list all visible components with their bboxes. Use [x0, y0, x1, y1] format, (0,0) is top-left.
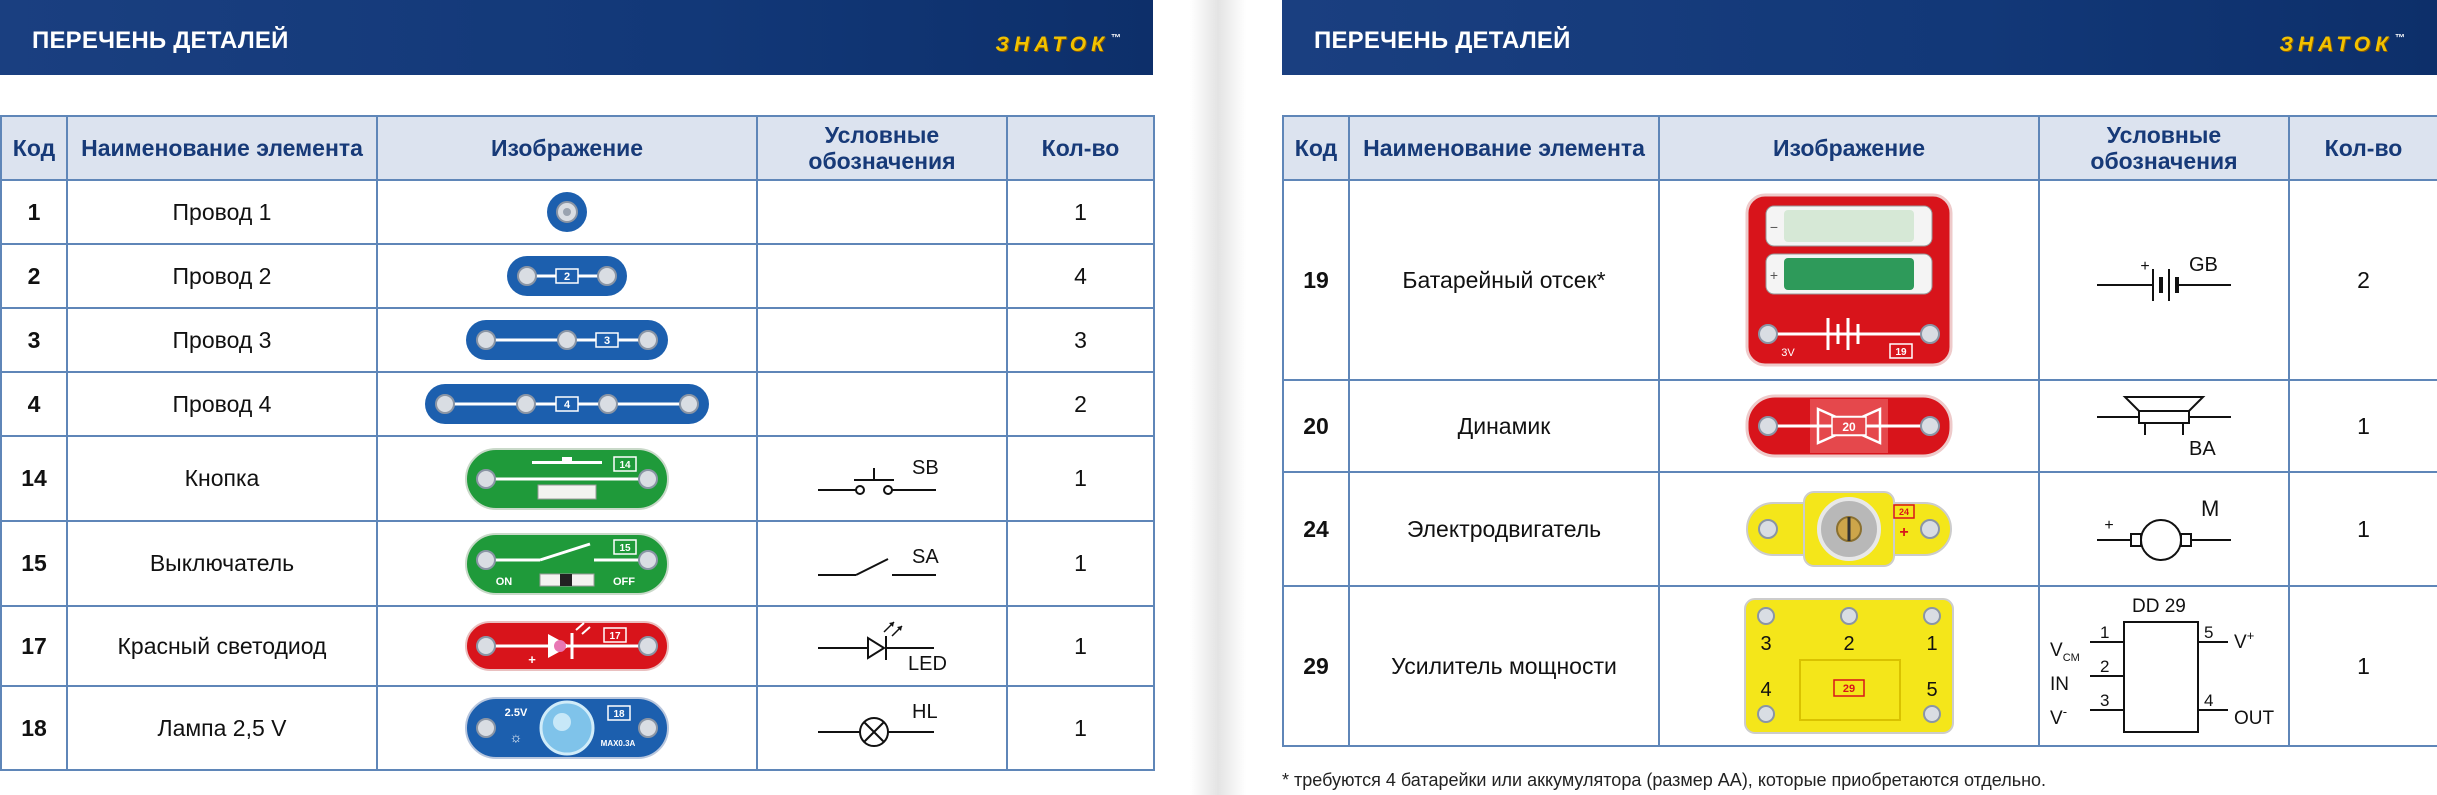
row-code: 17 — [1, 606, 67, 686]
row-image — [1659, 380, 2039, 472]
wire-3-label: 3 — [603, 335, 611, 347]
table-row — [1, 521, 1154, 606]
row-qty: 1 — [1007, 521, 1154, 606]
row-qty: 1 — [1007, 180, 1154, 244]
brand-logo-text: ЗНАТОК — [2279, 33, 2393, 56]
col-header-code: Код — [1283, 116, 1349, 180]
table-header-row — [1, 116, 1154, 180]
row-symbol — [2039, 472, 2289, 586]
right-page — [1246, 0, 2437, 795]
col-header-qty: Кол-во — [2289, 116, 2437, 180]
push-button-symbol-icon — [812, 454, 952, 504]
row-code: 29 — [1283, 586, 1349, 746]
row-symbol — [2039, 586, 2289, 746]
button-piece-label: 14 — [619, 459, 631, 471]
switch-piece-icon — [464, 532, 670, 596]
speaker-piece-label: 20 — [1842, 420, 1856, 434]
right-header-bar — [1282, 0, 2437, 75]
brand-logo — [996, 33, 1122, 57]
battery-piece-label: 19 — [1895, 347, 1907, 358]
speaker-piece-icon — [1744, 393, 1954, 459]
row-qty: 1 — [2289, 472, 2437, 586]
table-row — [1, 686, 1154, 770]
left-header-bar — [0, 0, 1153, 75]
row-name: Электродвигатель — [1349, 472, 1659, 586]
row-image — [377, 606, 757, 686]
row-image — [1659, 586, 2039, 746]
row-symbol — [757, 436, 1007, 521]
row-qty: 1 — [2289, 586, 2437, 746]
row-qty: 1 — [1007, 606, 1154, 686]
col-header-image: Изображение — [377, 116, 757, 180]
battery-holder-piece-icon — [1744, 192, 1954, 368]
row-symbol — [2039, 380, 2289, 472]
battery-symbol-icon — [2089, 245, 2239, 315]
row-qty: 2 — [2289, 180, 2437, 380]
row-qty: 4 — [1007, 244, 1154, 308]
row-image — [1659, 180, 2039, 380]
row-qty: 1 — [2289, 380, 2437, 472]
row-qty: 3 — [1007, 308, 1154, 372]
led-symbol-label: LED — [908, 653, 947, 674]
amp-symbol-vminus-letter: V — [2050, 708, 2063, 729]
table-row — [1283, 380, 2437, 472]
row-code: 19 — [1283, 180, 1349, 380]
row-name: Динамик — [1349, 380, 1659, 472]
row-image — [377, 521, 757, 606]
row-symbol — [757, 372, 1007, 436]
amp-symbol-vplus-letter: V — [2234, 632, 2247, 653]
row-image — [377, 244, 757, 308]
battery-symbol-label: GB — [2189, 254, 2218, 276]
amp-symbol-vminus — [2050, 704, 2067, 729]
battery-symbol-plus: + — [2140, 258, 2150, 275]
col-header-name: Наименование элемента — [1349, 116, 1659, 180]
wire-4-piece-icon — [423, 382, 711, 426]
switch-symbol-icon — [812, 539, 952, 589]
amp-symbol-pin1: 1 — [2100, 623, 2110, 642]
row-name: Кнопка — [67, 436, 377, 521]
amp-symbol-in: IN — [2050, 674, 2069, 695]
button-symbol-label: SB — [912, 456, 939, 479]
page-gutter — [1190, 0, 1246, 795]
row-code: 4 — [1, 372, 67, 436]
led-symbol-icon — [812, 618, 952, 674]
motor-symbol-icon — [2089, 492, 2239, 566]
row-name: Провод 3 — [67, 308, 377, 372]
col-header-symbol: Условные обозначения — [2039, 116, 2289, 180]
battery-voltage-label: 3V — [1781, 347, 1795, 359]
amp-symbol-vcm — [2050, 640, 2080, 664]
col-header-name: Наименование элемента — [67, 116, 377, 180]
row-name: Усилитель мощности — [1349, 586, 1659, 746]
trademark-mark: ™ — [1111, 33, 1121, 44]
row-symbol — [2039, 180, 2289, 380]
amp-symbol-pin2: 2 — [2100, 657, 2110, 676]
row-symbol — [757, 686, 1007, 770]
row-qty: 1 — [1007, 436, 1154, 521]
row-name: Провод 2 — [67, 244, 377, 308]
amp-symbol-vplus-sup: + — [2246, 628, 2255, 643]
row-qty: 2 — [1007, 372, 1154, 436]
left-page — [0, 0, 1190, 795]
table-row — [1, 372, 1154, 436]
col-header-symbol: Условные обозначения — [757, 116, 1007, 180]
push-button-piece-icon — [464, 447, 670, 511]
row-name: Батарейный отсек* — [1349, 180, 1659, 380]
wire-2-label: 2 — [563, 271, 571, 283]
brand-logo — [2280, 33, 2406, 57]
row-code: 1 — [1, 180, 67, 244]
parts-table-left — [0, 115, 1155, 771]
table-row — [1, 436, 1154, 521]
table-row — [1, 308, 1154, 372]
amp-symbol-title: DD 29 — [2132, 596, 2186, 617]
switch-symbol-label: SA — [912, 545, 939, 568]
motor-piece-label: 24 — [1898, 507, 1910, 517]
row-image — [377, 686, 757, 770]
lamp-symbol-icon — [812, 700, 952, 756]
page-title: ПЕРЕЧЕНЬ ДЕТАЛЕЙ — [32, 27, 289, 54]
wire-3-piece-icon — [464, 318, 670, 362]
row-name: Провод 1 — [67, 180, 377, 244]
amp-pin-3: 3 — [1760, 633, 1772, 655]
col-header-qty: Кол-во — [1007, 116, 1154, 180]
footnote: * требуются 4 батарейки или аккумулятора (размер АА), которые приобретаются отдельно. — [1282, 770, 2047, 790]
parts-table-right — [1282, 115, 2437, 747]
speaker-symbol-icon — [2089, 391, 2239, 461]
table-row — [1283, 472, 2437, 586]
amp-symbol-vminus-sup: - — [2062, 704, 2068, 719]
table-row — [1283, 586, 2437, 746]
row-image — [1659, 472, 2039, 586]
table-row — [1, 606, 1154, 686]
row-symbol — [757, 606, 1007, 686]
wire-1-piece-icon — [545, 190, 589, 234]
row-symbol — [757, 244, 1007, 308]
page-title: ПЕРЕЧЕНЬ ДЕТАЛЕЙ — [1314, 27, 1571, 54]
row-symbol — [757, 521, 1007, 606]
row-code: 20 — [1283, 380, 1349, 472]
amp-symbol-pin4: 4 — [2204, 691, 2214, 710]
lamp-sun-glyph: ☼ — [509, 729, 523, 745]
row-code: 14 — [1, 436, 67, 521]
amp-pin-1: 1 — [1926, 633, 1938, 655]
row-code: 18 — [1, 686, 67, 770]
table-header-row — [1283, 116, 2437, 180]
motor-piece-icon — [1744, 489, 1954, 569]
switch-off-label: OFF — [613, 575, 635, 588]
amp-symbol-pin5: 5 — [2204, 623, 2214, 642]
amp-symbol-vplus — [2234, 628, 2254, 653]
row-code: 24 — [1283, 472, 1349, 586]
amp-symbol-out: OUT — [2234, 708, 2275, 729]
row-symbol — [757, 180, 1007, 244]
row-image — [377, 436, 757, 521]
led-piece-icon — [464, 620, 670, 672]
row-code: 2 — [1, 244, 67, 308]
amp-pin-5: 5 — [1926, 679, 1938, 701]
col-header-code: Код — [1, 116, 67, 180]
lamp-piece-label: 18 — [613, 709, 625, 720]
lamp-symbol-label: HL — [912, 701, 938, 723]
amp-pin-4: 4 — [1760, 679, 1772, 701]
trademark-mark: ™ — [2395, 33, 2405, 44]
table-row — [1283, 180, 2437, 380]
row-image — [377, 372, 757, 436]
table-row — [1, 180, 1154, 244]
lamp-max-label: MAX0.3A — [600, 739, 636, 748]
lamp-piece-icon — [464, 696, 670, 760]
amp-piece-label: 29 — [1842, 683, 1856, 695]
row-name: Красный светодиод — [67, 606, 377, 686]
battery-minus-glyph: − — [1769, 219, 1779, 235]
amp-symbol-vcm-sub: CM — [2062, 652, 2080, 664]
lamp-voltage-label: 2.5V — [504, 707, 528, 719]
battery-plus-glyph: + — [1769, 267, 1779, 283]
row-symbol — [757, 308, 1007, 372]
row-name: Выключатель — [67, 521, 377, 606]
row-name: Лампа 2,5 V — [67, 686, 377, 770]
wire-2-piece-icon — [505, 254, 629, 298]
col-header-image: Изображение — [1659, 116, 2039, 180]
amplifier-symbol-icon — [2044, 594, 2284, 738]
led-plus-label: + — [528, 652, 536, 667]
speaker-symbol-label: BA — [2189, 438, 2216, 460]
motor-symbol-label: M — [2201, 496, 2220, 521]
row-code: 15 — [1, 521, 67, 606]
switch-on-label: ON — [495, 575, 513, 588]
switch-piece-label: 15 — [619, 542, 631, 554]
row-name: Провод 4 — [67, 372, 377, 436]
row-image — [377, 308, 757, 372]
amp-symbol-vcm-letter: V — [2050, 640, 2063, 661]
amp-pin-2: 2 — [1843, 633, 1855, 655]
row-code: 3 — [1, 308, 67, 372]
row-image — [377, 180, 757, 244]
amp-symbol-pin3: 3 — [2100, 691, 2110, 710]
wire-4-label: 4 — [563, 399, 571, 411]
motor-symbol-plus: + — [2104, 517, 2114, 534]
row-qty: 1 — [1007, 686, 1154, 770]
table-row — [1, 244, 1154, 308]
brand-logo-text: ЗНАТОК — [995, 33, 1109, 56]
motor-plus-label: + — [1899, 524, 1909, 541]
led-piece-label: 17 — [609, 631, 621, 642]
amplifier-piece-icon — [1742, 596, 1956, 736]
